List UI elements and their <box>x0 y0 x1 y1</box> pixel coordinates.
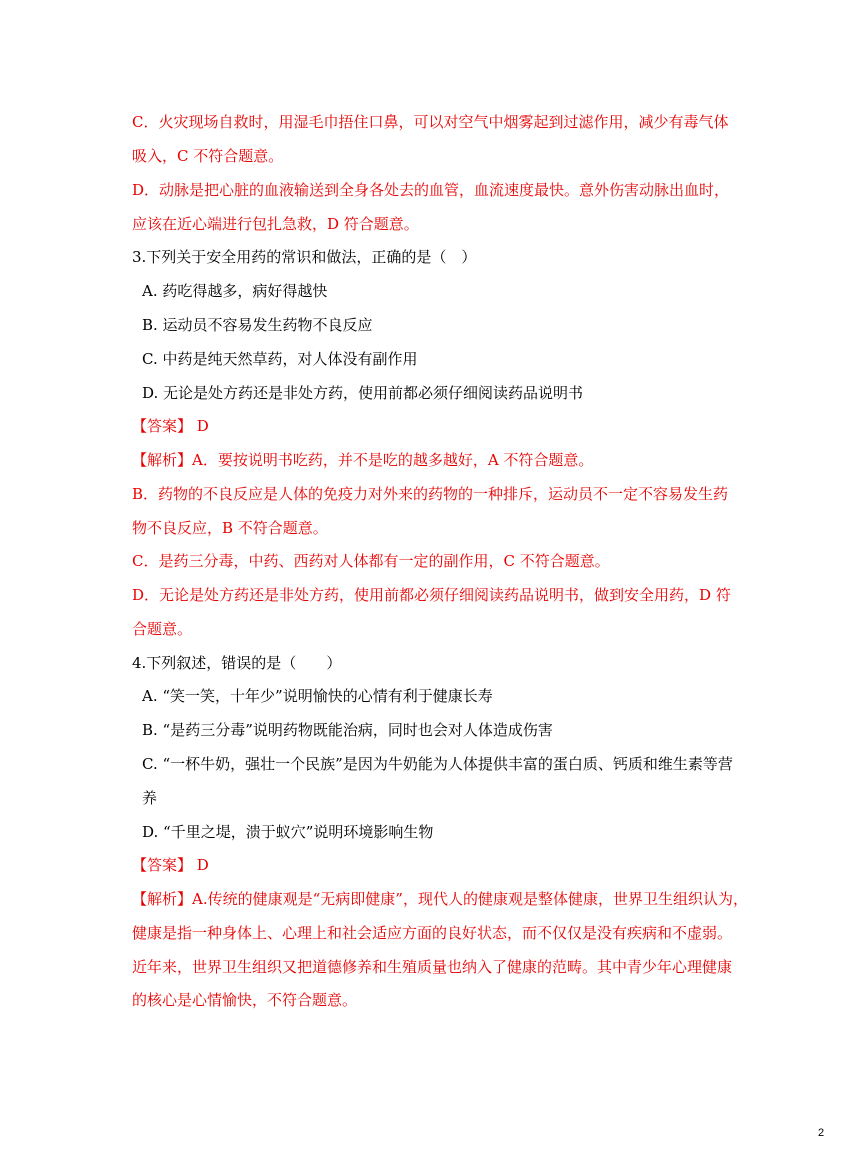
question-3-stem: 3.下列关于安全用药的常识和做法，正确的是（ ） <box>132 248 477 266</box>
analysis-line: 健康是指一种身体上、心理上和社会适应方面的良好状态，而不仅仅是没有疾病和不虚弱。 <box>132 924 733 942</box>
question-4-stem: 4.下列叙述，错误的是（ ） <box>132 654 342 672</box>
analysis-line: D．无论是处方药还是非处方药，使用前都必须仔细阅读药品说明书，做到安全用药，D 符 <box>132 586 731 604</box>
analysis-line: B．药物的不良反应是人体的免疫力对外来的药物的一种排斥，运动员不一定不容易发生药 <box>132 485 729 503</box>
question-3-option-c: C. 中药是纯天然草药，对人体没有副作用 <box>142 350 418 368</box>
page-number: 2 <box>818 1127 825 1139</box>
question-4-option-c: C. “一杯牛奶，强壮一个民族”是因为牛奶能为人体提供丰富的蛋白质、钙质和维生素等营 <box>142 755 733 773</box>
text-line: 应该在近心端进行包扎急救，D 符合题意。 <box>132 215 419 233</box>
question-3-option-b: B. 运动员不容易发生药物不良反应 <box>142 316 373 334</box>
analysis-line: 物不良反应，B 不符合题意。 <box>132 519 328 537</box>
analysis-line: C．是药三分毒，中药、西药对人体都有一定的副作用，C 不符合题意。 <box>132 552 610 570</box>
question-4-option-c-cont: 养 <box>142 789 158 807</box>
analysis-line: 【解析】A．要按说明书吃药，并不是吃的越多越好，A 不符合题意。 <box>132 451 594 469</box>
question-4-option-a: A. “笑一笑，十年少”说明愉快的心情有利于健康长寿 <box>142 687 493 705</box>
answer-label: 【答案】 D <box>132 856 209 874</box>
answer-label: 【答案】 D <box>132 417 209 435</box>
text-line: 吸入，C 不符合题意。 <box>132 147 284 165</box>
analysis-line: 的核心是心情愉快，不符合题意。 <box>132 991 358 1009</box>
question-3-option-d: D. 无论是处方药还是非处方药，使用前都必须仔细阅读药品说明书 <box>142 384 584 402</box>
text-line: D．动脉是把心脏的血液输送到全身各处去的血管，血流速度最快。意外伤害动脉出血时， <box>132 181 730 199</box>
analysis-line: 合题意。 <box>132 620 193 638</box>
analysis-line: 【解析】A.传统的健康观是“无病即健康”，现代人的健康观是整体健康，世界卫生组织认为， <box>132 890 748 908</box>
question-4-option-b: B. “是药三分毒”说明药物既能治病，同时也会对人体造成伤害 <box>142 721 553 739</box>
question-3-option-a: A. 药吃得越多，病好得越快 <box>142 282 328 300</box>
question-4-option-d: D. “千里之堤，溃于蚁穴”说明环境影响生物 <box>142 823 434 841</box>
analysis-line: 近年来，世界卫生组织又把道德修养和生殖质量也纳入了健康的范畴。其中青少年心理健康 <box>132 958 733 976</box>
text-line: C．火灾现场自救时，用湿毛巾捂住口鼻，可以对空气中烟雾起到过滤作用，减少有毒气体 <box>132 113 729 131</box>
